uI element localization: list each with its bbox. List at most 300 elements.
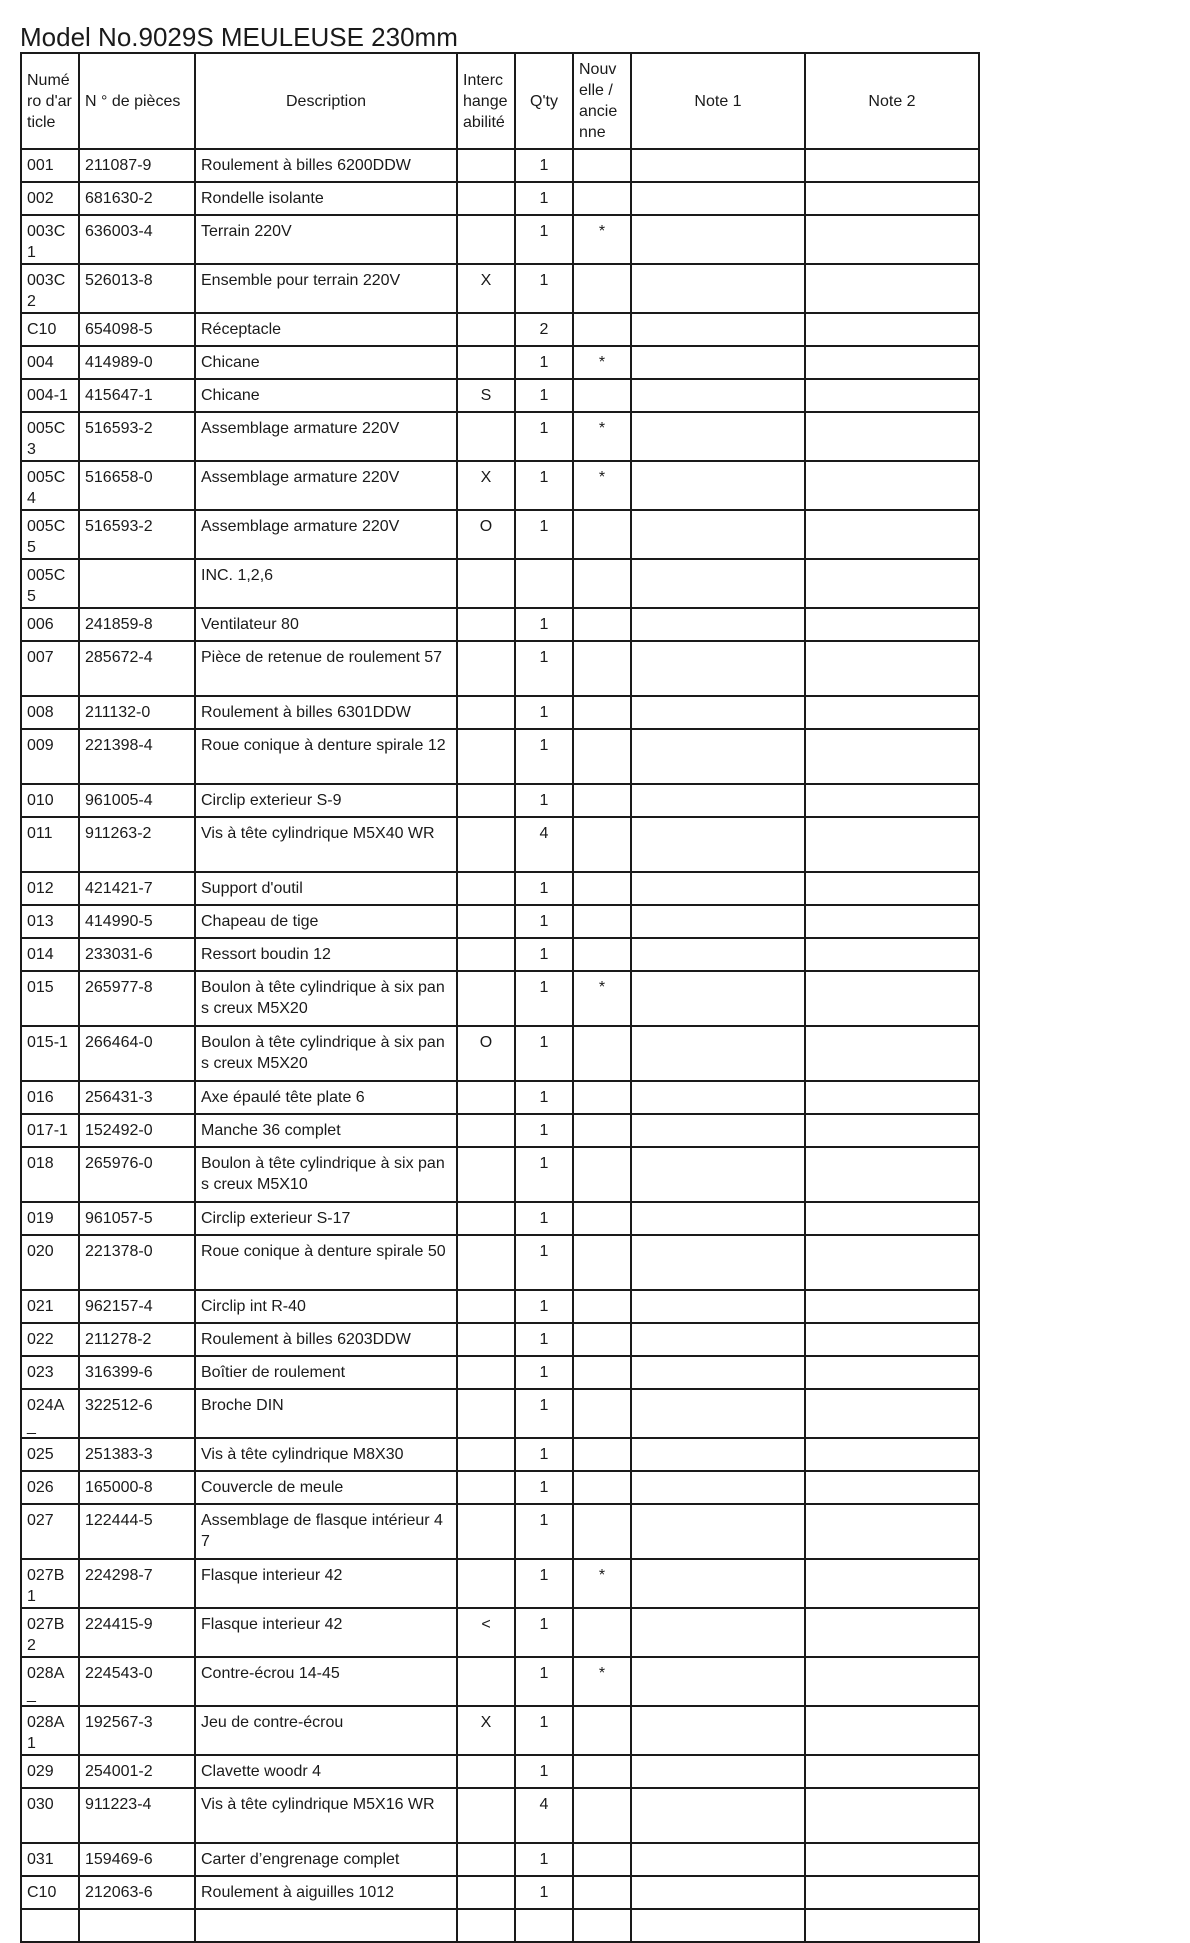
table-row — [21, 1876, 979, 1909]
cell-interchangeability: X — [457, 1706, 515, 1755]
cell-part-no: 122444-5 — [79, 1504, 195, 1559]
table-row — [21, 729, 979, 784]
cell-new-old — [573, 1706, 631, 1755]
cell-note2 — [805, 905, 979, 938]
cell-part-no: 636003-4 — [79, 215, 195, 264]
cell-qty: 1 — [515, 1608, 573, 1657]
cell-new-old — [573, 1876, 631, 1909]
cell-part-no: 211087-9 — [79, 149, 195, 182]
cell-new-old — [573, 1843, 631, 1876]
cell-description: Boulon à tête cylindrique à six pans creux M5X10 — [195, 1147, 457, 1202]
cell-description: Jeu de contre-écrou — [195, 1706, 457, 1755]
table-row — [21, 559, 979, 608]
cell-note2 — [805, 1356, 979, 1389]
cell-note2 — [805, 872, 979, 905]
cell-note1 — [631, 215, 805, 264]
empty-cell — [631, 1909, 805, 1942]
cell-note2 — [805, 461, 979, 510]
cell-new-old — [573, 1202, 631, 1235]
cell-new-old — [573, 1504, 631, 1559]
table-row — [21, 1389, 979, 1438]
cell-part-no: 165000-8 — [79, 1471, 195, 1504]
cell-new-old: * — [573, 1559, 631, 1608]
cell-note1 — [631, 696, 805, 729]
cell-interchangeability: O — [457, 510, 515, 559]
cell-description: Chicane — [195, 379, 457, 412]
cell-interchangeability — [457, 1290, 515, 1323]
cell-qty — [515, 559, 573, 608]
cell-interchangeability — [457, 559, 515, 608]
cell-new-old — [573, 1290, 631, 1323]
cell-description: Boulon à tête cylindrique à six pans creux M5X20 — [195, 971, 457, 1026]
cell-new-old — [573, 938, 631, 971]
cell-note1 — [631, 1147, 805, 1202]
cell-interchangeability — [457, 1755, 515, 1788]
cell-note1 — [631, 1290, 805, 1323]
cell-part-no: 516658-0 — [79, 461, 195, 510]
cell-part-no: 961057-5 — [79, 1202, 195, 1235]
cell-description: Ensemble pour terrain 220V — [195, 264, 457, 313]
cell-item-no: 005C4 — [21, 461, 79, 510]
cell-part-no: 516593-2 — [79, 412, 195, 461]
cell-description: Clavette woodr 4 — [195, 1755, 457, 1788]
cell-note1 — [631, 1323, 805, 1356]
cell-note2 — [805, 379, 979, 412]
cell-item-no: 015-1 — [21, 1026, 79, 1081]
cell-new-old — [573, 1471, 631, 1504]
cell-note2 — [805, 938, 979, 971]
cell-item-no: 027 — [21, 1504, 79, 1559]
empty-cell — [21, 1909, 79, 1942]
cell-new-old — [573, 641, 631, 696]
cell-qty: 1 — [515, 1559, 573, 1608]
cell-qty: 1 — [515, 1147, 573, 1202]
cell-note2 — [805, 817, 979, 872]
cell-interchangeability — [457, 346, 515, 379]
cell-interchangeability — [457, 641, 515, 696]
cell-interchangeability — [457, 215, 515, 264]
cell-interchangeability: S — [457, 379, 515, 412]
cell-qty: 1 — [515, 872, 573, 905]
cell-part-no: 654098-5 — [79, 313, 195, 346]
cell-new-old — [573, 729, 631, 784]
cell-qty: 1 — [515, 1081, 573, 1114]
cell-note1 — [631, 313, 805, 346]
cell-interchangeability: X — [457, 264, 515, 313]
parts-table — [20, 52, 980, 1943]
cell-qty: 1 — [515, 182, 573, 215]
cell-item-no: 019 — [21, 1202, 79, 1235]
cell-note2 — [805, 149, 979, 182]
cell-part-no: 322512-6 — [79, 1389, 195, 1438]
cell-part-no: 212063-6 — [79, 1876, 195, 1909]
cell-description: Roulement à aiguilles 1012 — [195, 1876, 457, 1909]
cell-note2 — [805, 264, 979, 313]
cell-part-no — [79, 559, 195, 608]
cell-item-no: 007 — [21, 641, 79, 696]
cell-new-old: * — [573, 346, 631, 379]
cell-new-old — [573, 149, 631, 182]
cell-part-no: 233031-6 — [79, 938, 195, 971]
table-row — [21, 608, 979, 641]
table-row — [21, 1706, 979, 1755]
cell-part-no: 159469-6 — [79, 1843, 195, 1876]
cell-item-no: 005C5 — [21, 510, 79, 559]
cell-note1 — [631, 182, 805, 215]
cell-description: Assemblage armature 220V — [195, 461, 457, 510]
cell-description: Broche DIN — [195, 1389, 457, 1438]
cell-item-no: 030 — [21, 1788, 79, 1843]
cell-item-no: C10 — [21, 1876, 79, 1909]
cell-interchangeability: < — [457, 1608, 515, 1657]
cell-part-no: 961005-4 — [79, 784, 195, 817]
table-row — [21, 1608, 979, 1657]
table-row — [21, 412, 979, 461]
cell-description: Ventilateur 80 — [195, 608, 457, 641]
table-row — [21, 1202, 979, 1235]
cell-qty: 1 — [515, 1026, 573, 1081]
table-row — [21, 346, 979, 379]
cell-description: Pièce de retenue de roulement 57 — [195, 641, 457, 696]
cell-item-no: 001 — [21, 149, 79, 182]
cell-note2 — [805, 215, 979, 264]
cell-note1 — [631, 379, 805, 412]
cell-note2 — [805, 1706, 979, 1755]
cell-item-no: 031 — [21, 1843, 79, 1876]
cell-description: Réceptacle — [195, 313, 457, 346]
cell-note1 — [631, 1471, 805, 1504]
cell-interchangeability — [457, 905, 515, 938]
cell-item-no: 005C3 — [21, 412, 79, 461]
header-new-old: Nouvelle / ancienne — [573, 53, 631, 149]
header-qty: Q'ty — [515, 53, 573, 149]
cell-interchangeability: O — [457, 1026, 515, 1081]
cell-item-no: 021 — [21, 1290, 79, 1323]
cell-new-old — [573, 559, 631, 608]
table-row — [21, 1147, 979, 1202]
cell-interchangeability — [457, 412, 515, 461]
cell-note1 — [631, 1389, 805, 1438]
cell-new-old — [573, 1323, 631, 1356]
cell-qty: 1 — [515, 1876, 573, 1909]
cell-item-no: 017-1 — [21, 1114, 79, 1147]
cell-interchangeability — [457, 1438, 515, 1471]
table-row — [21, 1356, 979, 1389]
cell-new-old — [573, 1438, 631, 1471]
cell-qty: 1 — [515, 1290, 573, 1323]
cell-description: Rondelle isolante — [195, 182, 457, 215]
cell-qty: 1 — [515, 149, 573, 182]
cell-note2 — [805, 1559, 979, 1608]
cell-note2 — [805, 641, 979, 696]
cell-qty: 1 — [515, 1438, 573, 1471]
cell-note1 — [631, 905, 805, 938]
cell-description: Assemblage armature 220V — [195, 510, 457, 559]
cell-description: Assemblage armature 220V — [195, 412, 457, 461]
cell-description: Terrain 220V — [195, 215, 457, 264]
cell-interchangeability — [457, 817, 515, 872]
cell-part-no: 211278-2 — [79, 1323, 195, 1356]
header-note1: Note 1 — [631, 53, 805, 149]
cell-interchangeability — [457, 182, 515, 215]
cell-note2 — [805, 784, 979, 817]
cell-description: Axe épaulé tête plate 6 — [195, 1081, 457, 1114]
cell-new-old — [573, 1356, 631, 1389]
cell-item-no: 003C2 — [21, 264, 79, 313]
cell-part-no: 251383-3 — [79, 1438, 195, 1471]
cell-interchangeability — [457, 1202, 515, 1235]
cell-interchangeability — [457, 1471, 515, 1504]
table-row — [21, 1755, 979, 1788]
cell-note1 — [631, 461, 805, 510]
cell-interchangeability — [457, 1876, 515, 1909]
cell-note2 — [805, 1504, 979, 1559]
cell-qty: 1 — [515, 1706, 573, 1755]
cell-note1 — [631, 149, 805, 182]
cell-note1 — [631, 1706, 805, 1755]
cell-description: Roue conique à denture spirale 12 — [195, 729, 457, 784]
cell-qty: 1 — [515, 1504, 573, 1559]
cell-part-no: 266464-0 — [79, 1026, 195, 1081]
table-row — [21, 215, 979, 264]
cell-interchangeability — [457, 938, 515, 971]
cell-interchangeability — [457, 1114, 515, 1147]
cell-part-no: 681630-2 — [79, 182, 195, 215]
cell-item-no: 005C5 — [21, 559, 79, 608]
cell-description: Vis à tête cylindrique M5X16 WR — [195, 1788, 457, 1843]
cell-new-old — [573, 1235, 631, 1290]
cell-item-no: 016 — [21, 1081, 79, 1114]
cell-description: Manche 36 complet — [195, 1114, 457, 1147]
cell-new-old — [573, 1081, 631, 1114]
cell-part-no: 265977-8 — [79, 971, 195, 1026]
table-row — [21, 905, 979, 938]
cell-interchangeability — [457, 608, 515, 641]
cell-description: Circlip exterieur S-17 — [195, 1202, 457, 1235]
empty-cell — [79, 1909, 195, 1942]
page-title: Model No.9029S MEULEUSE 230mm — [20, 22, 458, 52]
cell-new-old: * — [573, 412, 631, 461]
cell-item-no: 002 — [21, 182, 79, 215]
cell-part-no: 415647-1 — [79, 379, 195, 412]
header-row — [21, 53, 979, 149]
cell-note1 — [631, 1755, 805, 1788]
cell-note2 — [805, 182, 979, 215]
cell-new-old — [573, 264, 631, 313]
cell-item-no: 011 — [21, 817, 79, 872]
cell-note2 — [805, 1235, 979, 1290]
cell-description: Flasque interieur 42 — [195, 1608, 457, 1657]
cell-qty: 1 — [515, 971, 573, 1026]
cell-item-no: 003C1 — [21, 215, 79, 264]
cell-note1 — [631, 1559, 805, 1608]
cell-item-no: 006 — [21, 608, 79, 641]
cell-item-no: 014 — [21, 938, 79, 971]
table-row — [21, 1788, 979, 1843]
cell-note2 — [805, 1438, 979, 1471]
cell-part-no: 414990-5 — [79, 905, 195, 938]
cell-part-no: 414989-0 — [79, 346, 195, 379]
cell-note2 — [805, 608, 979, 641]
table-row — [21, 461, 979, 510]
cell-new-old — [573, 1788, 631, 1843]
cell-qty: 1 — [515, 1235, 573, 1290]
cell-interchangeability — [457, 1235, 515, 1290]
cell-note1 — [631, 412, 805, 461]
cell-new-old — [573, 510, 631, 559]
cell-qty: 1 — [515, 1471, 573, 1504]
cell-item-no: 008 — [21, 696, 79, 729]
cell-note1 — [631, 1202, 805, 1235]
empty-cell — [457, 1909, 515, 1942]
cell-note2 — [805, 1843, 979, 1876]
table-row — [21, 1290, 979, 1323]
cell-part-no: 265976-0 — [79, 1147, 195, 1202]
cell-note2 — [805, 346, 979, 379]
cell-interchangeability — [457, 1788, 515, 1843]
cell-description: Vis à tête cylindrique M5X40 WR — [195, 817, 457, 872]
cell-part-no: 316399-6 — [79, 1356, 195, 1389]
cell-interchangeability — [457, 1323, 515, 1356]
cell-qty: 1 — [515, 510, 573, 559]
cell-part-no: 421421-7 — [79, 872, 195, 905]
table-row — [21, 1657, 979, 1706]
table-row — [21, 1471, 979, 1504]
cell-qty: 1 — [515, 1657, 573, 1706]
table-row — [21, 264, 979, 313]
cell-new-old — [573, 313, 631, 346]
cell-description: Chapeau de tige — [195, 905, 457, 938]
cell-note2 — [805, 1608, 979, 1657]
cell-note1 — [631, 817, 805, 872]
table-row — [21, 1438, 979, 1471]
table-row — [21, 313, 979, 346]
cell-item-no: C10 — [21, 313, 79, 346]
table-row — [21, 971, 979, 1026]
cell-qty: 1 — [515, 1202, 573, 1235]
cell-note2 — [805, 1755, 979, 1788]
cell-description: Chicane — [195, 346, 457, 379]
cell-part-no: 224415-9 — [79, 1608, 195, 1657]
cell-new-old — [573, 817, 631, 872]
cell-description: Ressort boudin 12 — [195, 938, 457, 971]
cell-note1 — [631, 346, 805, 379]
cell-note2 — [805, 971, 979, 1026]
cell-new-old — [573, 608, 631, 641]
table-row — [21, 510, 979, 559]
cell-note1 — [631, 608, 805, 641]
table-row — [21, 1081, 979, 1114]
cell-part-no: 911223-4 — [79, 1788, 195, 1843]
cell-description: INC. 1,2,6 — [195, 559, 457, 608]
cell-interchangeability — [457, 1081, 515, 1114]
empty-cell — [805, 1909, 979, 1942]
cell-note1 — [631, 1504, 805, 1559]
cell-interchangeability: X — [457, 461, 515, 510]
cell-qty: 1 — [515, 412, 573, 461]
cell-note1 — [631, 1608, 805, 1657]
cell-note1 — [631, 1876, 805, 1909]
cell-interchangeability — [457, 1356, 515, 1389]
cell-qty: 1 — [515, 696, 573, 729]
cell-item-no: 013 — [21, 905, 79, 938]
cell-note2 — [805, 1147, 979, 1202]
cell-note1 — [631, 1081, 805, 1114]
cell-qty: 1 — [515, 1323, 573, 1356]
cell-note1 — [631, 784, 805, 817]
empty-cell — [195, 1909, 457, 1942]
cell-note1 — [631, 1657, 805, 1706]
cell-note2 — [805, 1788, 979, 1843]
table-row — [21, 1235, 979, 1290]
cell-note2 — [805, 1471, 979, 1504]
cell-qty: 1 — [515, 641, 573, 696]
cell-part-no: 221378-0 — [79, 1235, 195, 1290]
cell-note2 — [805, 1323, 979, 1356]
table-row — [21, 1504, 979, 1559]
cell-qty: 4 — [515, 817, 573, 872]
cell-new-old — [573, 1608, 631, 1657]
cell-note2 — [805, 729, 979, 784]
cell-item-no: 004-1 — [21, 379, 79, 412]
cell-qty: 1 — [515, 608, 573, 641]
cell-note1 — [631, 1356, 805, 1389]
table-row — [21, 182, 979, 215]
cell-item-no: 012 — [21, 872, 79, 905]
cell-part-no: 285672-4 — [79, 641, 195, 696]
cell-note2 — [805, 313, 979, 346]
table-row — [21, 1026, 979, 1081]
cell-interchangeability — [457, 313, 515, 346]
cell-new-old — [573, 1114, 631, 1147]
cell-qty: 1 — [515, 215, 573, 264]
cell-note2 — [805, 412, 979, 461]
cell-interchangeability — [457, 1389, 515, 1438]
cell-part-no: 211132-0 — [79, 696, 195, 729]
cell-description: Support d'outil — [195, 872, 457, 905]
cell-interchangeability — [457, 872, 515, 905]
cell-note1 — [631, 1788, 805, 1843]
cell-interchangeability — [457, 149, 515, 182]
cell-note1 — [631, 1843, 805, 1876]
cell-item-no: 028A_ — [21, 1657, 79, 1706]
cell-qty: 2 — [515, 313, 573, 346]
cell-item-no: 027B2 — [21, 1608, 79, 1657]
table-row — [21, 149, 979, 182]
empty-cell — [573, 1909, 631, 1942]
cell-note1 — [631, 264, 805, 313]
cell-note1 — [631, 1235, 805, 1290]
cell-qty: 1 — [515, 1356, 573, 1389]
cell-note2 — [805, 559, 979, 608]
cell-note2 — [805, 1202, 979, 1235]
cell-description: Roue conique à denture spirale 50 — [195, 1235, 457, 1290]
cell-note1 — [631, 971, 805, 1026]
cell-note2 — [805, 1081, 979, 1114]
cell-note1 — [631, 872, 805, 905]
table-row — [21, 1323, 979, 1356]
cell-part-no: 221398-4 — [79, 729, 195, 784]
header-interchangeability: Interchangeabilité — [457, 53, 515, 149]
cell-interchangeability — [457, 1147, 515, 1202]
table-row — [21, 1114, 979, 1147]
table-row — [21, 817, 979, 872]
table-row — [21, 379, 979, 412]
cell-qty: 1 — [515, 784, 573, 817]
cell-part-no: 152492-0 — [79, 1114, 195, 1147]
cell-qty: 4 — [515, 1788, 573, 1843]
cell-note1 — [631, 1026, 805, 1081]
